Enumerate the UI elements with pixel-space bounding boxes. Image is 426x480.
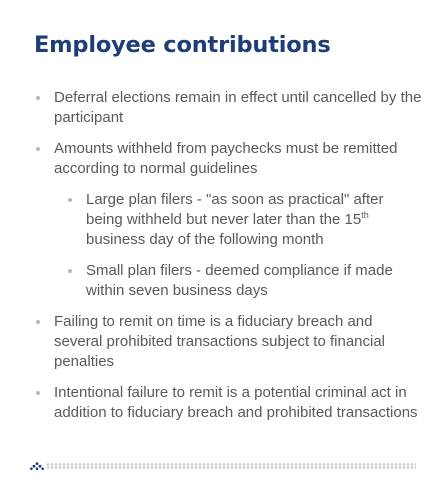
bullet-text: Small plan filers - deemed compliance if made within seven business days [86, 262, 393, 299]
bullet-item [34, 88, 422, 128]
bullet-item [34, 312, 422, 372]
bullet-list [34, 88, 422, 434]
bullet-text: Deferral elections remain in effect until cancelled by the participant [54, 89, 422, 126]
bullet-text: Failing to remit on time is a fiduciary breach and several prohibited transactions subject to financial penalties [54, 313, 386, 370]
ordinal-superscript: th [361, 210, 369, 220]
footer-dotted-rule [46, 463, 416, 469]
bullet-text: Intentional failure to remit is a potential criminal act in addition to fiduciary breach and prohibited transactions [54, 384, 418, 421]
bullet-item [34, 383, 422, 423]
bullet-text: Amounts withheld from paychecks must be remitted according to normal guidelines [54, 140, 398, 177]
sub-bullet-item [66, 190, 422, 250]
bullet-text-part: Large plan filers - "as soon as practical" after being withheld but never later than the 15 [86, 191, 384, 228]
bullet-item [34, 139, 422, 179]
slide-title: Employee contributions [34, 32, 331, 58]
footer-bar [30, 462, 418, 470]
bullet-text [86, 191, 383, 248]
dot-triangle-logo-icon [30, 462, 44, 470]
sub-bullet-item [66, 261, 422, 301]
bullet-text-part: business day of the following month [86, 231, 324, 248]
